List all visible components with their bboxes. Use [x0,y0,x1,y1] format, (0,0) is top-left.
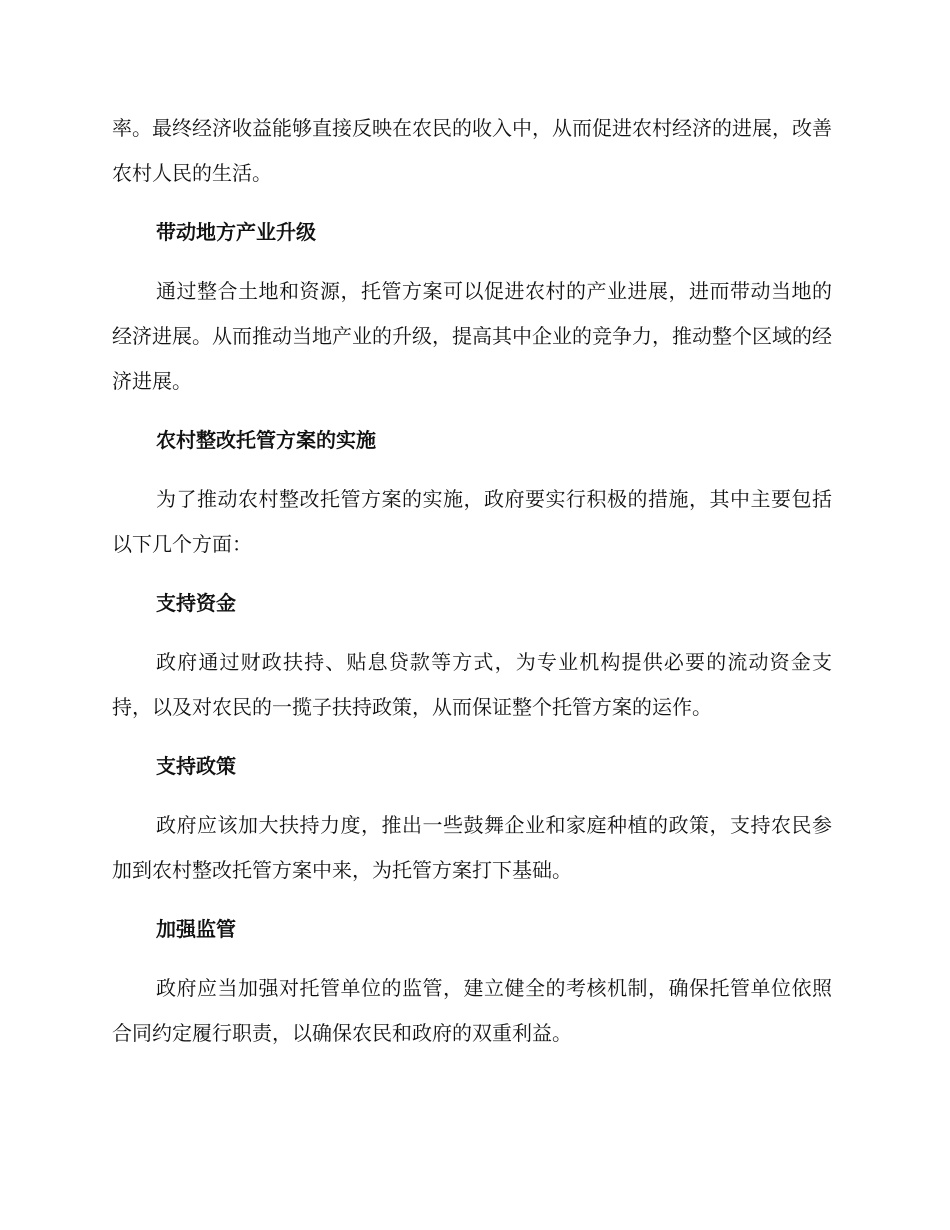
paragraph-supervision: 政府应当加强对托管单位的监管，建立健全的考核机制，确保托管单位依照合同约定履行职责，以确保农民和政府的双重利益。 [112,976,832,1045]
heading-industry-upgrade: 带动地方产业升级 [156,220,316,244]
paragraph-policy-support: 政府应该加大扶持力度，推出一些鼓舞企业和家庭种植的政策，支持农民参加到农村整改托管方案中来，为托管方案打下基础。 [112,813,832,882]
paragraph-continuation: 率。最终经济收益能够直接反映在农民的收入中，从而促进农村经济的进展，改善农村人民的生活。 [112,116,832,185]
paragraph-implementation: 为了推动农村整改托管方案的实施，政府要实行积极的措施，其中主要包括以下几个方面： [112,487,832,556]
heading-funding-support: 支持资金 [156,591,236,615]
paragraph-industry-upgrade: 通过整合土地和资源，托管方案可以促进农村的产业进展，进而带动当地的经济进展。从而推动当地产业的升级，提高其中企业的竞争力，推动整个区域的经济进展。 [112,279,832,393]
paragraph-funding-support: 政府通过财政扶持、贴息贷款等方式，为专业机构提供必要的流动资金支持，以及对农民的一揽子扶持政策，从而保证整个托管方案的运作。 [112,650,832,719]
heading-implementation: 农村整改托管方案的实施 [156,428,376,452]
heading-supervision: 加强监管 [156,917,236,941]
document-page [112,106,832,1070]
heading-policy-support: 支持政策 [156,754,236,778]
